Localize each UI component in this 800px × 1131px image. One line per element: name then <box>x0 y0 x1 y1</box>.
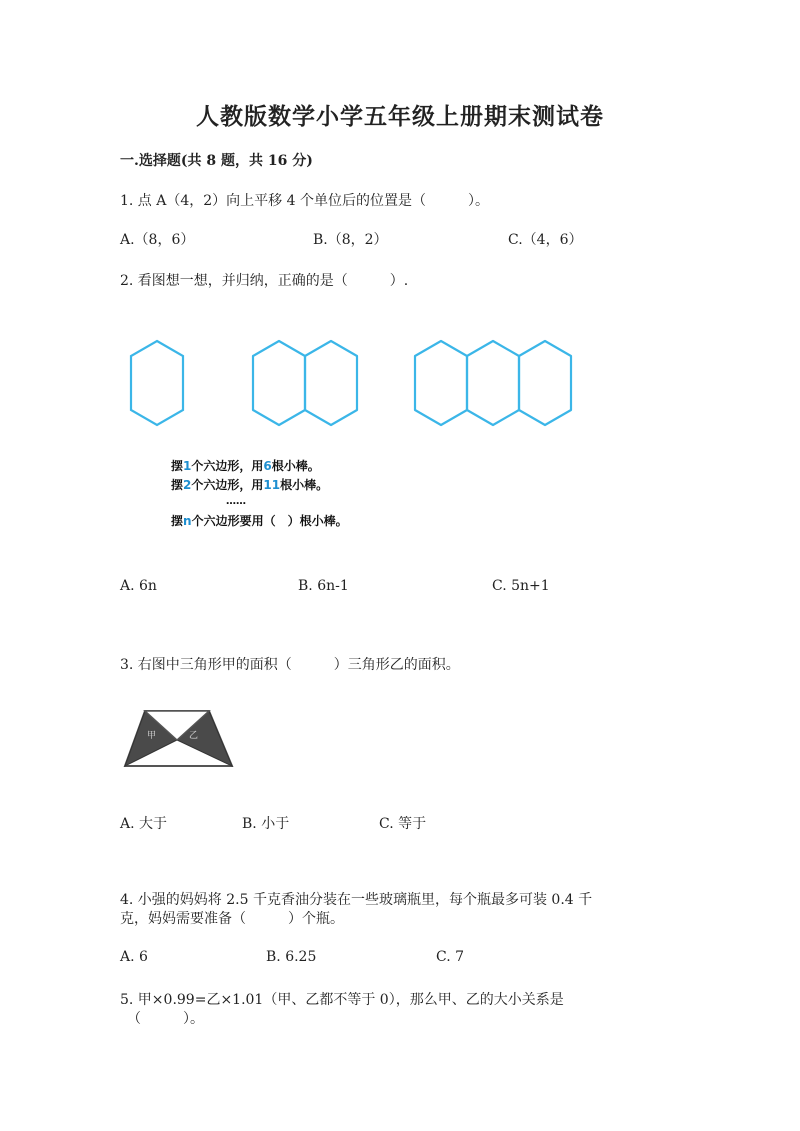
page-title: 人教版数学小学五年级上册期末测试卷 <box>196 103 604 130</box>
question-3-stem: 3. 右图中三角形甲的面积（ ）三角形乙的面积。 <box>120 657 460 673</box>
q4-option-b: B. 6.25 <box>266 949 317 965</box>
q2-option-a: A. 6n <box>120 578 157 594</box>
triangle-label-yi: 乙 <box>189 731 199 741</box>
q2-option-c: C. 5n+1 <box>492 578 550 594</box>
section-heading: 一.选择题(共 8 题，共 16 分) <box>120 153 313 169</box>
figure-line-2: 摆2个六边形，用11根小棒。 <box>171 478 329 492</box>
figure-line-3: 摆n个六边形要用（ ）根小棒。 <box>171 514 348 528</box>
q1-option-a: A.（8，6） <box>120 232 195 248</box>
q1-option-b: B.（8，2） <box>313 232 388 248</box>
q3-option-b: B. 小于 <box>242 816 290 832</box>
question-4-stem-line-2: 克，妈妈需要准备（ ）个瓶。 <box>120 911 344 927</box>
triangle-label-jia: 甲 <box>147 731 157 741</box>
question-4-stem-line-1: 4. 小强的妈妈将 2.5 千克香油分装在一些玻璃瓶里，每个瓶最多可装 0.4 千 <box>120 892 593 908</box>
q3-option-c: C. 等于 <box>379 816 427 832</box>
question-1-stem: 1. 点 A（4，2）向上平移 4 个单位后的位置是（ ）。 <box>120 193 489 209</box>
q1-option-c: C.（4，6） <box>508 232 583 248</box>
q4-option-a: A. 6 <box>120 949 148 965</box>
figure-line-1: 摆1个六边形，用6根小棒。 <box>171 459 320 473</box>
question-2-stem: 2. 看图想一想，并归纳，正确的是（ ）. <box>120 273 409 289</box>
q3-option-a: A. 大于 <box>120 816 168 832</box>
question-5-stem-line-1: 5. 甲×0.99=乙×1.01（甲、乙都不等于 0），那么甲、乙的大小关系是 <box>120 992 564 1008</box>
question-5-stem-line-2: （ ）。 <box>127 1011 204 1027</box>
q4-option-c: C. 7 <box>436 949 465 965</box>
figure-ellipsis: …… <box>226 496 246 507</box>
q2-option-b: B. 6n-1 <box>298 578 349 594</box>
